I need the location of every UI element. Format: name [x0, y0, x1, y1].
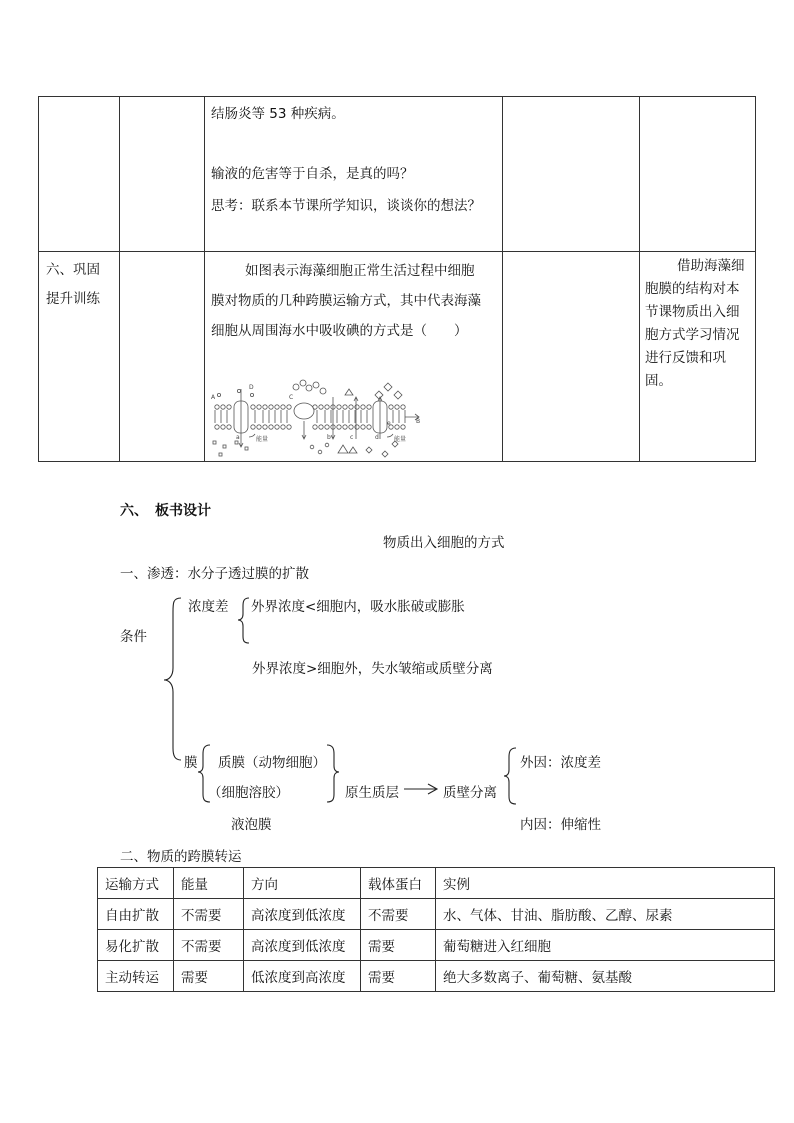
board-title: 物质出入细胞的方式	[383, 535, 505, 551]
table-cell: 葡萄糖进入红细胞	[436, 930, 775, 961]
table-row	[98, 930, 775, 961]
table-cell: 绝大多数离子、葡萄糖、氨基酸	[436, 961, 775, 992]
table-cell: 易化扩散	[98, 930, 174, 961]
condition-brace	[164, 598, 181, 760]
intent-line: 胞膜的结构对本	[645, 281, 740, 297]
table-cell: 需要	[361, 930, 436, 961]
intent-line: 固。	[645, 373, 672, 389]
table-cell: 自由扩散	[98, 899, 174, 930]
stage-label: 六、巩固	[46, 262, 100, 278]
figure-letter-c: C	[289, 394, 294, 401]
header-cell: 方向	[244, 868, 361, 899]
plasmolysis-text: 质壁分离	[443, 785, 497, 801]
table-header-row	[98, 868, 775, 899]
outside-low-text: 外界浓度<细胞内，吸水胀破或膨胀	[251, 599, 465, 615]
figure-energy-label: 能量	[256, 436, 269, 443]
intent-line: 进行反馈和巩	[645, 350, 726, 366]
table-row	[98, 961, 775, 992]
question-line: 细胞从周围海水中吸收碘的方式是（ ）	[211, 323, 468, 339]
content-line: 结肠炎等 53 种疾病。	[211, 106, 345, 122]
condition-label: 条件	[120, 629, 147, 645]
cause-brace	[504, 748, 516, 804]
figure-letter-d: D	[249, 384, 254, 391]
header-cell: 运输方式	[98, 868, 174, 899]
concentration-brace	[238, 598, 249, 643]
table-cell: 高浓度到低浓度	[244, 899, 361, 930]
table-cell: 低浓度到高浓度	[244, 961, 361, 992]
table-cell: 不需要	[174, 930, 244, 961]
question-line: 如图表示海藻细胞正常生活过程中细胞	[245, 263, 475, 279]
part1-heading: 一、渗透：水分子透过膜的扩散	[120, 566, 309, 582]
internal-cause-text: 内因：伸缩性	[520, 817, 601, 833]
section-heading: 六、 板书设计	[120, 503, 211, 519]
plasma-membrane-text: 质膜（动物细胞）	[218, 755, 326, 771]
outside-high-text: 外界浓度>细胞外，失水皱缩或质壁分离	[252, 661, 493, 677]
part2-heading: 二、物质的跨膜转运	[120, 849, 242, 865]
intent-line: 胞方式学习情况	[645, 327, 740, 343]
intent-line: 借助海藻细	[677, 258, 745, 274]
table-cell: 不需要	[361, 899, 436, 930]
content-line: 思考：联系本节课所学知识，谈谈你的想法？	[211, 198, 481, 214]
membrane-brace-right	[327, 745, 339, 802]
figure-letter-e-small: e	[387, 420, 391, 427]
table-cell: 需要	[361, 961, 436, 992]
protoplast-layer-text: 原生质层	[345, 785, 399, 801]
table-cell: 高浓度到低浓度	[244, 930, 361, 961]
content-line: 输液的危害等于自杀，是真的吗？	[211, 166, 414, 182]
figure-letter-c-small: c	[350, 434, 354, 441]
figure-letter-b-small: b	[327, 434, 331, 441]
header-cell: 载体蛋白	[361, 868, 436, 899]
figure-energy-label: 能量	[394, 436, 407, 443]
transport-table	[97, 867, 775, 992]
question-line: 膜对物质的几种跨膜运输方式，其中代表海藻	[211, 293, 481, 309]
header-cell: 实例	[436, 868, 775, 899]
membrane-label: 膜	[184, 755, 198, 771]
table-cell: 主动转运	[98, 961, 174, 992]
membrane-brace-left	[198, 745, 210, 802]
stage-label: 提升训练	[46, 291, 100, 307]
intent-line: 节课物质出入细	[645, 304, 740, 320]
figure-letter-a: A	[211, 394, 216, 401]
table-cell: 水、气体、甘油、脂肪酸、乙醇、尿素	[436, 899, 775, 930]
vacuole-membrane-text: 液泡膜	[231, 817, 272, 833]
header-cell: 能量	[174, 868, 244, 899]
figure-letter-a-small: a	[236, 434, 240, 441]
table-cell: 不需要	[174, 899, 244, 930]
external-cause-text: 外因：浓度差	[520, 755, 601, 771]
table-row	[98, 899, 775, 930]
cytoplasm-text: （细胞溶胶）	[208, 785, 289, 801]
figure-letter-d-small: d	[375, 434, 379, 441]
concentration-label: 浓度差	[188, 599, 229, 615]
figure-letter-b: B	[416, 418, 421, 425]
table-cell: 需要	[174, 961, 244, 992]
